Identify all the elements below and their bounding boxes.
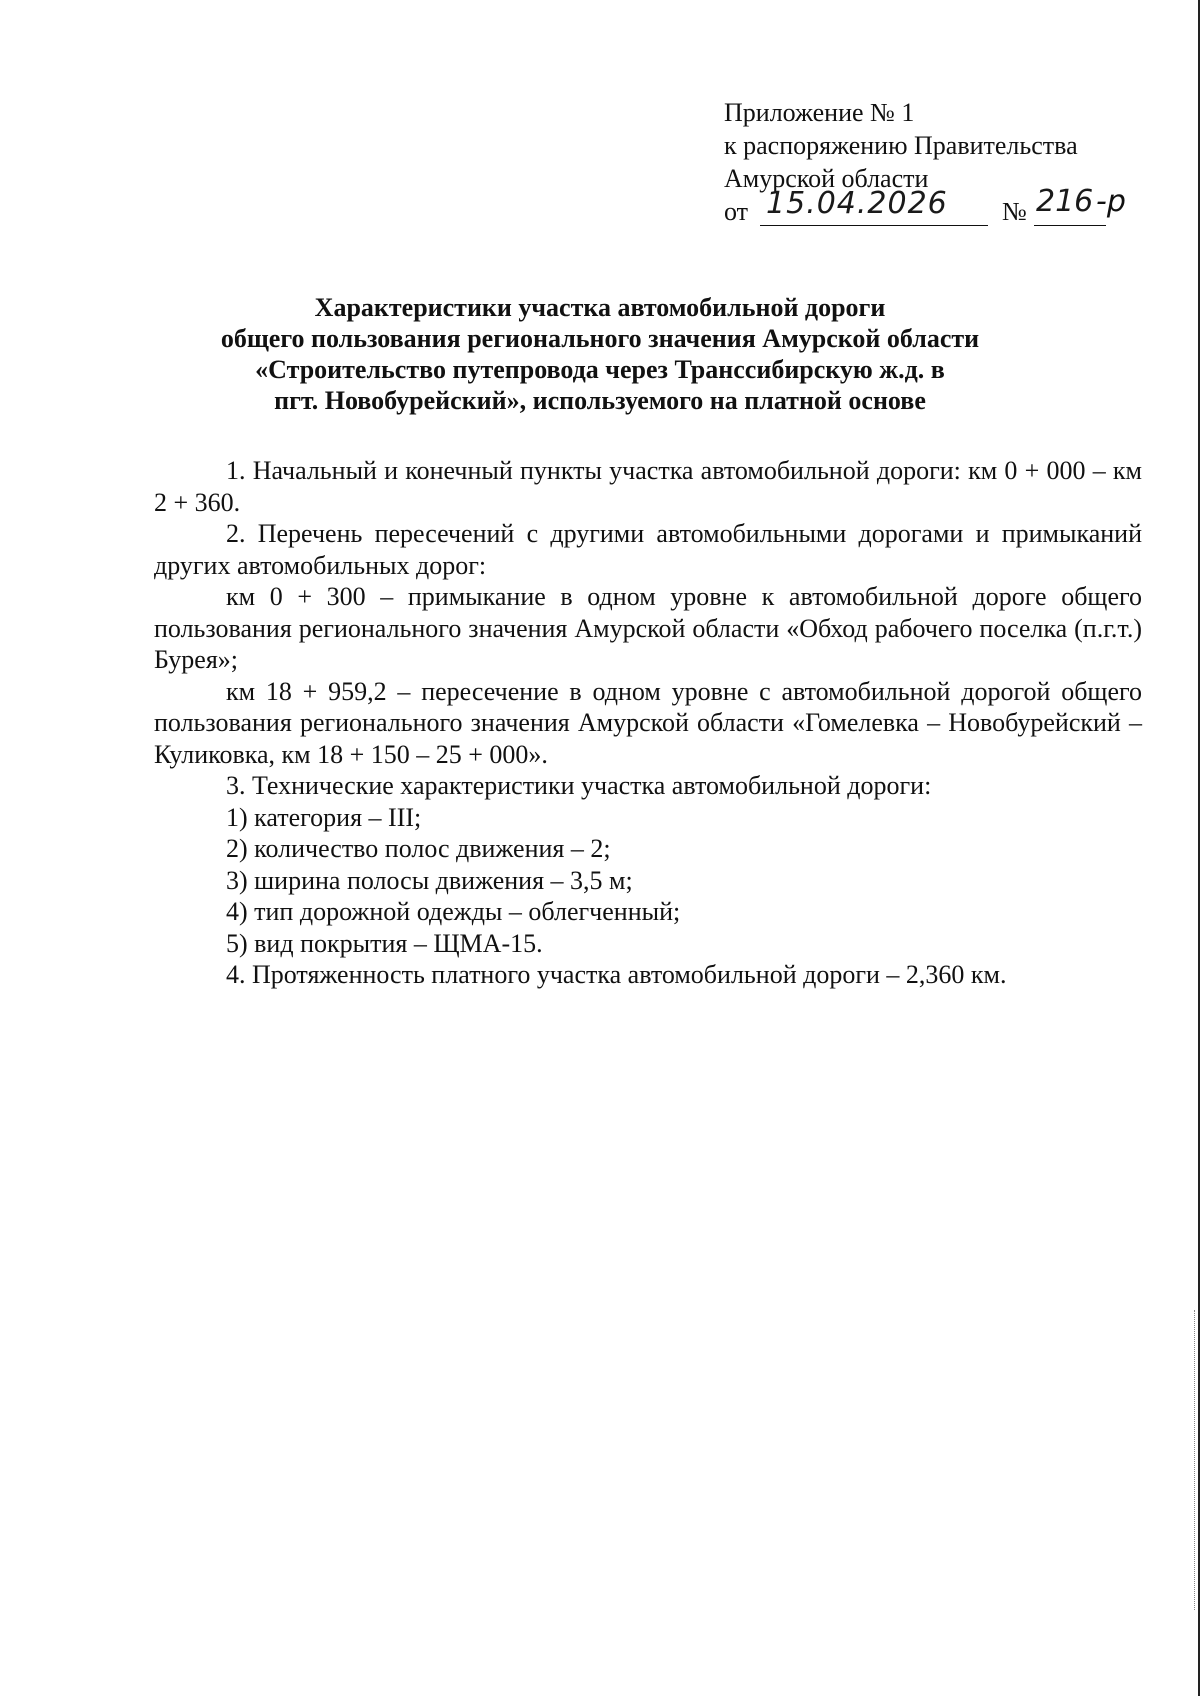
list-item-surface-type: 5) вид покрытия – ЩМА-15. bbox=[226, 928, 543, 958]
appendix-title: Приложение № 1 bbox=[724, 98, 915, 127]
from-label: от bbox=[724, 197, 749, 226]
appendix-date-number-row bbox=[724, 184, 1126, 229]
appendix-reference: к распоряжению Правительства bbox=[724, 131, 1078, 160]
list-item-lanes: 2) количество полос движения – 2; bbox=[226, 834, 611, 863]
document-body bbox=[154, 455, 1142, 991]
paragraph-technical-heading: 3. Технические характеристики участка автомобильной дороги: bbox=[226, 771, 932, 800]
paragraph-length: 4. Протяженность платного участка автомобильной дороги – 2,360 км. bbox=[226, 960, 1007, 989]
appendix-region: Амурской области bbox=[724, 164, 929, 193]
handwritten-date: 15.04.2026 bbox=[766, 186, 948, 221]
paragraph-endpoints: 1. Начальный и конечный пункты участка автомобильной дороги: км 0 + 000 – км 2 + 360. bbox=[154, 456, 1142, 517]
handwritten-number-suffix: -р bbox=[1096, 184, 1126, 219]
title-line-1: Характеристики участка автомобильной дороги bbox=[314, 293, 886, 322]
scan-edge-specks bbox=[1194, 1310, 1196, 1610]
paragraph-crossing-km18: км 18 + 959,2 – пересечение в одном уровне с автомобильной дорогой общего пользования регионального значения Амурской области «Гомелевка – Новобурейский – Куликовка, км 18 + 150 – 25 + 000». bbox=[154, 676, 1142, 769]
appendix-header bbox=[724, 96, 1126, 229]
list-item-category: 1) категория – III; bbox=[226, 802, 422, 832]
paragraph-intersections-heading: 2. Перечень пересечений с другими автомобильными дорогами и примыканий других автомобильных дорог: bbox=[154, 519, 1142, 580]
list-item-lane-width: 3) ширина полосы движения – 3,5 м; bbox=[226, 865, 633, 895]
title-line-4: пгт. Новобурейский», используемого на платной основе bbox=[274, 386, 926, 415]
list-item-pavement-type: 4) тип дорожной одежды – облегченный; bbox=[226, 897, 681, 926]
paragraph-junction-km0: км 0 + 300 – примыкание в одном уровне к автомобильной дороге общего пользования регионального значения Амурской области «Обход рабочего поселка (п.г.т.) Бурея»; bbox=[154, 582, 1142, 674]
title-line-2: общего пользования регионального значения Амурской области bbox=[220, 324, 980, 353]
title-line-3: «Строительство путепровода через Транссибирскую ж.д. в bbox=[255, 355, 945, 384]
number-label: № bbox=[1002, 197, 1027, 226]
date-field bbox=[760, 186, 988, 226]
document-title bbox=[150, 292, 1050, 416]
handwritten-number: 216 bbox=[1036, 184, 1094, 219]
